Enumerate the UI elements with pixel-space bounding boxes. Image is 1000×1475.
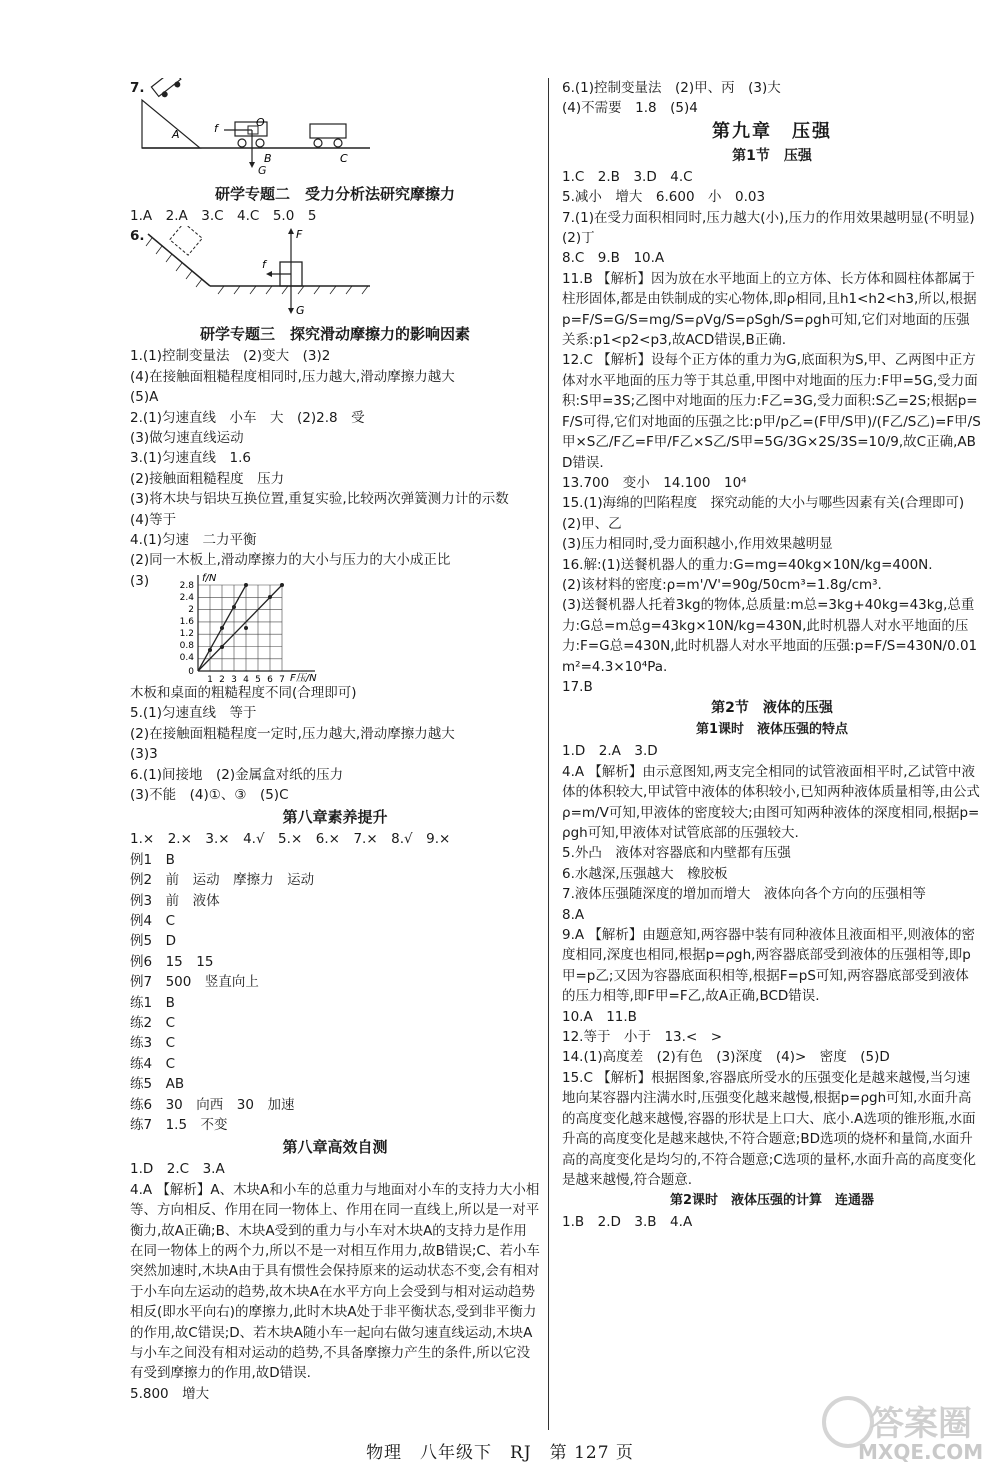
answer-line: 4.A 【解析】A、木块A和小车的总重力与地面对小车的支持力大小相等、方向相反、作用在同一物体上、作用在同一直线上,所以是一对平衡力,故A正确;B、木块A受到的重力与小车对木块A的支持力是作用在同一物体上的两个力,所以不是一对相互作用力,故B错误;C、若小车突然加速时,木块A由于具有惯性会保持原来的运动状态不变,会有相对于小车向左运动的趋势,故木块A在水平方向上会受到与相对运动趋势相反(即水平向右)的摩擦力,此时木块A处于非平衡状态,受到非平衡力的作用,故C错误;D、若木块A随小车一起向右做匀速直线运动,木块A与小车之间没有相对运动的趋势,不具备摩擦力产生的条件,所以它没有受到摩擦力的作用,故D错误. <box>130 1181 540 1382</box>
answer-line: 练5 AB <box>130 1076 185 1093</box>
answer-line: 1.B 2.D 3.B 4.A <box>562 1214 693 1231</box>
answer-line: (2)在接触面粗糙程度一定时,压力越大,滑动摩擦力越大 <box>130 725 455 742</box>
graph-x-tick: 7 <box>279 674 285 683</box>
answer-line: 5.减小 增大 6.600 小 0.03 <box>562 189 766 206</box>
section-title-chapter8-literacy: 第八章素养提升 <box>282 808 388 827</box>
answer-line: 1.(1)控制变量法 (2)变大 (3)2 <box>130 348 331 365</box>
answer-line: 练7 1.5 不变 <box>130 1117 228 1133</box>
answer-line: 5.外凸 液体对容器底和内壁都有压强 <box>562 845 791 862</box>
fig7-label-o: O <box>256 116 265 129</box>
answer-line: 17.B <box>562 678 593 695</box>
answer-line: 10.A 11.B <box>562 1008 637 1025</box>
page-footer: 物理 八年级下 RJ 第 127 页 <box>366 1443 634 1463</box>
figure-6 <box>130 226 540 316</box>
answer-line: (3)不能 (4)①、③ (5)C <box>130 786 289 803</box>
fig7-label-f: f <box>214 122 218 135</box>
fig6-label-g: G <box>296 304 305 317</box>
watermark-text: 答案圈 <box>870 1404 972 1444</box>
q6-label: 6. <box>130 228 145 245</box>
answer-line: 练1 B <box>130 994 175 1011</box>
answer-line: 练3 C <box>130 1035 176 1052</box>
answer-line: (2)甲、乙 <box>562 515 622 532</box>
incline-block-diagram <box>144 226 384 316</box>
graph-x-tick: 2 <box>219 674 225 683</box>
graph-y-axis-label: f/N <box>202 572 217 584</box>
fig7-label-g: G <box>258 164 267 177</box>
answer-line: 例7 500 竖直向上 <box>130 974 259 991</box>
answer-line: 例2 前 运动 摩擦力 运动 <box>130 872 315 889</box>
answer-line: 11.B 【解析】因为放在水平地面上的立方体、长方体和圆柱体都属于柱形固体,都是由铁制成的实心物体,即ρ相同,且h1<h2<h3,所以,根据p=F/S=G/S=mg/S=ρVg/S=ρSgh/S=ρgh可知,它们对地面的压强关系:p1<p2<p3,故ACD错误,B正确. <box>562 270 977 349</box>
friction-graph <box>130 571 540 683</box>
left-column <box>130 78 540 1404</box>
answer-line: 6.(1)间接地 (2)金属盒对纸的压力 <box>130 766 344 783</box>
answer-line: (2)该材料的密度:ρ=m'/V'=90g/50cm³=1.8g/cm³. <box>562 576 882 593</box>
answer-line: (5)A <box>130 389 159 406</box>
answer-line: 12.C 【解析】设每个正方体的重力为G,底面积为S,甲、乙两图中正方体对水平地面的压力等于其总重,甲图中对地面的压力:F甲=5G,受力面积:S甲=3S;乙图中对地面的压力:F乙=3G,受力面积:S乙=2S;根据p=F/S可得,它们对地面的压强之比:p甲/p乙=(F甲/S甲)/(F乙/S乙)=F甲/S甲×S乙/F乙=F甲/F乙×S乙/S甲=5G/3G×2S/3S=10/9,故C正确,ABD错误. <box>562 352 981 471</box>
incline-cart-diagram <box>140 78 380 168</box>
fig6-label-f-lower: f <box>262 258 266 272</box>
graph-y-tick: 2 <box>188 604 194 615</box>
answer-line: 3.(1)匀速直线 1.6 <box>130 450 251 467</box>
right-column <box>562 78 982 1233</box>
answer-line: 6.水越深,压强越大 橡胶板 <box>562 865 728 882</box>
graph-x-tick: 3 <box>231 674 237 683</box>
answer-line: (3)3 <box>130 746 158 763</box>
answer-line: (2)同一木板上,滑动摩擦力的大小与压力的大小成正比 <box>130 552 451 569</box>
graph-y-tick: 1.6 <box>179 616 194 627</box>
answer-line: 8.C 9.B 10.A <box>562 250 665 267</box>
answer-line: 9.A 【解析】由题意知,两容器中装有同种液体且液面相平,则液体的密度相同,深度也相同,根据p=ρgh,两容器底部受到液体的压强相等,即p甲=p乙;又因为容器底面积相等,根据F=pS可知,两容器底部受到液体的压力相等,即F甲=F乙,故A正确,BCD错误. <box>562 927 975 1005</box>
answer-line: 4.A 【解析】由示意图知,两支完全相同的试管液面相平时,乙试管中液体的体积较大,甲试管中液体的体积较小,已知两种液体质量相等,由公式ρ=m/V可知,甲液体的密度较大;由图可知两种液体的深度相同,根据p=ρgh可知,甲液体对试管底部的压强较大. <box>562 763 980 841</box>
graph-y-tick: 2.8 <box>179 580 194 591</box>
answer-line: 4.(1)匀速 二力平衡 <box>130 532 257 549</box>
answer-line: (2)丁 <box>562 230 595 247</box>
answer-line: 练2 C <box>130 1014 176 1031</box>
answer-line: 练6 30 向西 30 加速 <box>130 1096 295 1113</box>
figure-7 <box>130 78 540 177</box>
watermark-url: MXQE.COM <box>858 1440 984 1464</box>
answer-line: 例4 C <box>130 912 176 929</box>
answer-line: 练4 C <box>130 1055 176 1072</box>
answer-line: (4)不需要 1.8 (5)4 <box>562 100 698 117</box>
answer-line: (4)在接触面粗糙程度相同时,压力越大,滑动摩擦力越大 <box>130 368 455 385</box>
answer-line: 8.A <box>562 906 585 923</box>
graph-y-tick: 0.8 <box>179 640 194 651</box>
answer-line: 例3 前 液体 <box>130 892 220 909</box>
answer-line: 6.(1)控制变量法 (2)甲、丙 (3)大 <box>562 80 781 96</box>
answer-line: 7.液体压强随深度的增加而增大 液体向各个方向的压强相等 <box>562 886 926 903</box>
answer-line: 1.D 2.C 3.A <box>130 1161 225 1178</box>
answer-line: (4)等于 <box>130 511 177 528</box>
watermark-logo <box>818 1388 988 1468</box>
lesson-title-2: 第2课时 液体压强的计算 连通器 <box>669 1193 875 1209</box>
graph-x-tick: 4 <box>243 674 249 683</box>
answer-line: (3)送餐机器人托着3kg的物体,总质量:m总=3kg+40kg=43kg,总重力:G总=m总g=43kg×10N/kg=430N,此时机器人对水平地面的压力:F=G总=430N,此时机器人对水平地面的压强:p=F/S=430N/0.01m²=4.3×10⁴Pa. <box>562 597 978 675</box>
graph-x-tick: 6 <box>267 674 273 683</box>
section-title-chapter8-selftest: 第八章高效自测 <box>282 1138 388 1157</box>
fig7-label-b: B <box>264 152 272 165</box>
graph-x-tick: 5 <box>255 674 261 683</box>
fig7-label-a: A <box>172 128 180 141</box>
answer-line: 1.D 2.A 3.D <box>562 743 658 760</box>
graph-x-tick: 1 <box>207 674 213 683</box>
graph-y-tick: 2.4 <box>179 592 194 603</box>
answer-line: 15.C 【解析】根据图象,容器底所受水的压强变化是越来越慢,当匀速地向某容器内注满水时,压强变化越来越慢,根据p=ρgh可知,水面升高的高度变化越来越慢,容器的形状是上口大、底小.A选项的锥形瓶,水面升高的高度变化是越来越快,不符合题意;BD选项的烧杯和量筒,水面升高的高度变化是均匀的,不符合题意;C选项的量杯,水面升高的高度变化是越来越慢,符合题意. <box>562 1069 977 1188</box>
friction-pressure-graph <box>150 571 340 683</box>
section-title-topic3: 研学专题三 探究滑动摩擦力的影响因素 <box>199 325 470 344</box>
section-title-liquid-pressure: 第2节 液体的压强 <box>711 700 833 717</box>
answer-line: 木板和桌面的粗糙程度不同(合理即可) <box>130 684 357 701</box>
column-divider <box>548 78 549 1430</box>
answer-line: (3)将木块与铝块互换位置,重复实验,比较两次弹簧测力计的示数 <box>130 491 509 508</box>
graph-y-tick: 0 <box>188 666 194 677</box>
answer-line: (3)压力相同时,受力面积越小,作用效果越明显 <box>562 536 833 553</box>
graph-y-tick: 1.2 <box>179 628 194 639</box>
answer-line: 例5 D <box>130 933 176 950</box>
answer-line: 1.A 2.A 3.C 4.C 5.0 5 <box>130 208 317 224</box>
answer-line: 14.(1)高度差 (2)有色 (3)深度 (4)> 密度 (5)D <box>562 1049 890 1066</box>
section-title-pressure: 第1节 压强 <box>732 147 812 164</box>
fig6-label-f-upper: F <box>296 228 303 242</box>
graph-label: (3) <box>130 572 150 589</box>
answer-line: 7.(1)在受力面积相同时,压力越大(小),压力的作用效果越明显(不明显) <box>562 209 975 226</box>
answer-line: 5.(1)匀速直线 等于 <box>130 705 257 722</box>
chapter-title: 第九章 压强 <box>712 120 832 142</box>
answer-line: 16.解:(1)送餐机器人的重力:G=mg=40kg×10N/kg=400N. <box>562 556 933 573</box>
answer-line: 例1 B <box>130 851 175 868</box>
graph-x-axis-label: F压/N <box>290 672 317 683</box>
lesson-title-1: 第1课时 液体压强的特点 <box>695 722 849 738</box>
answer-line: 例6 15 15 <box>130 953 214 970</box>
answer-line: 12.等于 小于 13.< > <box>562 1029 723 1046</box>
q7-label: 7. <box>130 80 145 96</box>
answer-line: (2)接触面粗糙程度 压力 <box>130 470 285 487</box>
graph-y-tick: 0.4 <box>179 652 194 663</box>
section-title-topic2: 研学专题二 受力分析法研究摩擦力 <box>214 185 455 203</box>
answer-line: 5.800 增大 <box>130 1385 210 1402</box>
answer-line: 13.700 变小 14.100 10⁴ <box>562 474 747 491</box>
answer-line: (3)做匀速直线运动 <box>130 430 244 447</box>
fig7-label-c: C <box>340 152 348 165</box>
answer-line: 2.(1)匀速直线 小车 大 (2)2.8 受 <box>130 409 365 426</box>
answer-line: 1.× 2.× 3.× 4.√ 5.× 6.× 7.× 8.√ 9.× <box>130 831 451 848</box>
answer-line: 15.(1)海绵的凹陷程度 探究动能的大小与哪些因素有关(合理即可) <box>562 495 965 512</box>
answer-line: 1.C 2.B 3.D 4.C <box>562 168 693 185</box>
